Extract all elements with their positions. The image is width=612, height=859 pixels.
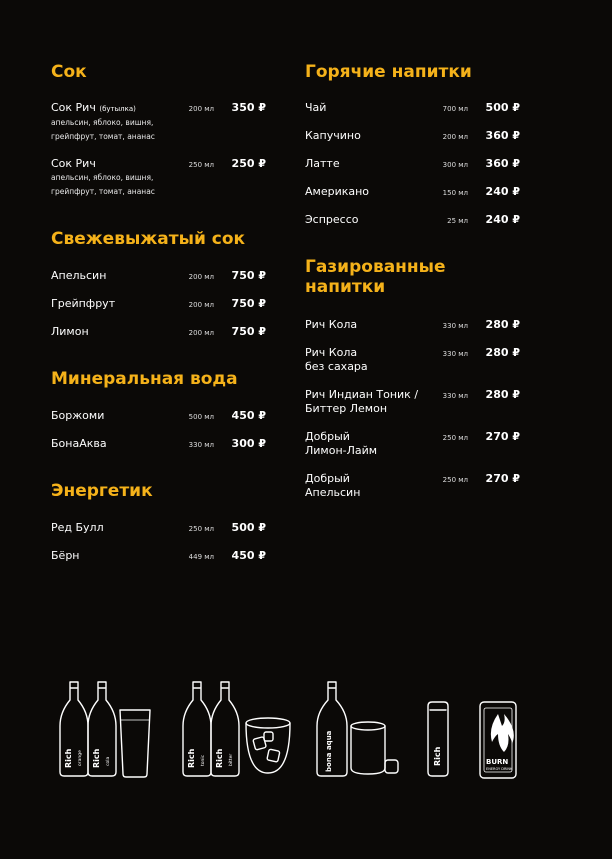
item-price: 750 ₽ (231, 297, 266, 310)
menu-item (305, 101, 520, 115)
menu-item (305, 129, 520, 143)
item-volume: 200 мл (188, 301, 214, 309)
item-desc: апельсин, яблоко, вишня, (51, 118, 154, 127)
item-name: Бёрн (51, 549, 80, 562)
menu-item (51, 549, 266, 563)
item-price: 350 ₽ (231, 101, 266, 114)
item-price: 450 ₽ (231, 409, 266, 422)
item-volume: 250 мл (442, 434, 468, 442)
section-mineral-water (51, 369, 266, 389)
drinks-illustration (0, 660, 612, 790)
item-name: Апельсин (51, 269, 107, 282)
menu-item (51, 325, 266, 339)
item-price: 240 ₽ (485, 213, 520, 226)
menu-item (51, 297, 266, 311)
menu-item (51, 521, 266, 535)
item-volume: 330 мл (442, 392, 468, 400)
item-name: Эспрессо (305, 213, 359, 226)
item-desc: апельсин, яблоко, вишня, (51, 173, 154, 182)
item-name: без сахара (305, 360, 368, 373)
item-volume: 449 мл (188, 553, 214, 561)
bottle-sublabel: bitter (229, 753, 234, 766)
section-title-fresh-juice: Свежевыжатый сок (51, 229, 246, 249)
item-name: Рич Кола (305, 346, 358, 359)
menu-item (51, 409, 266, 423)
section-title-soda-line2: напитки (305, 277, 386, 297)
section-title-juice: Сок (51, 62, 87, 82)
item-name: Сок Рич (51, 101, 96, 114)
item-price: 280 ₽ (485, 346, 520, 359)
menu-item (51, 101, 266, 144)
item-name: Сок Рич (51, 157, 96, 170)
item-price: 250 ₽ (231, 157, 266, 170)
bottle-label: Rich (215, 748, 224, 768)
bottle-label: Rich (187, 748, 196, 768)
ice-cube-icon (385, 760, 398, 773)
item-note: (бутылка) (99, 105, 136, 113)
bottle-sublabel: tonic (201, 754, 206, 766)
item-name: Рич Индиан Тоник / (305, 388, 419, 401)
item-name: Лимон (51, 325, 89, 338)
item-price: 360 ₽ (485, 157, 520, 170)
glass-icon (351, 722, 385, 774)
flame-icon (491, 714, 514, 752)
item-volume: 250 мл (188, 161, 214, 169)
item-volume: 150 мл (442, 189, 468, 197)
menu-item (305, 472, 520, 500)
item-name: Лимон-Лайм (305, 444, 378, 457)
bottle-label: Rich (64, 748, 73, 768)
item-name: Латте (305, 157, 340, 170)
section-title-mineral-water: Минеральная вода (51, 369, 238, 389)
item-name: Добрый (305, 472, 350, 485)
menu-item (51, 437, 266, 451)
item-volume: 500 мл (188, 413, 214, 421)
bottle-label: bona aqua (325, 730, 333, 772)
section-soda (305, 257, 520, 297)
bottle-sublabel: orange (78, 750, 83, 766)
item-volume: 330 мл (442, 350, 468, 358)
item-price: 300 ₽ (231, 437, 266, 450)
item-price: 270 ₽ (485, 472, 520, 485)
item-volume: 200 мл (188, 105, 214, 113)
item-price: 750 ₽ (231, 325, 266, 338)
item-volume: 250 мл (188, 525, 214, 533)
can-sublabel: ENERGY DRINK (486, 767, 513, 771)
item-price: 360 ₽ (485, 129, 520, 142)
menu-item (51, 157, 266, 199)
item-name: Грейпфрут (51, 297, 116, 310)
item-name: Ред Булл (51, 521, 104, 534)
item-volume: 25 мл (447, 217, 468, 225)
section-title-soda-line1: Газированные (305, 257, 446, 277)
item-price: 750 ₽ (231, 269, 266, 282)
item-volume: 700 мл (442, 105, 468, 113)
item-name: Капучино (305, 129, 361, 142)
item-name: Апельсин (305, 486, 361, 499)
item-name: БонаАква (51, 437, 107, 450)
section-juice (51, 62, 266, 82)
menu-item (305, 388, 520, 416)
menu-item (305, 185, 520, 199)
item-name: Боржоми (51, 409, 105, 422)
item-volume: 200 мл (188, 329, 214, 337)
glass-with-ice-icon (246, 718, 290, 773)
can-label: BURN (486, 758, 509, 766)
item-price: 500 ₽ (485, 101, 520, 114)
item-desc: грейпфрут, томат, ананас (51, 132, 155, 141)
menu-item (305, 430, 520, 458)
item-name: Рич Кола (305, 318, 358, 331)
menu-item (305, 346, 520, 374)
item-price: 280 ₽ (485, 388, 520, 401)
item-volume: 330 мл (442, 322, 468, 330)
menu-item (51, 269, 266, 283)
bottle-sublabel: cola (106, 756, 111, 766)
section-title-energy: Энергетик (51, 481, 153, 501)
item-volume: 250 мл (442, 476, 468, 484)
section-energy (51, 481, 266, 501)
menu-item (305, 213, 520, 227)
item-volume: 300 мл (442, 161, 468, 169)
item-name: Биттер Лемон (305, 402, 388, 415)
menu-item (305, 157, 520, 171)
item-volume: 200 мл (442, 133, 468, 141)
section-fresh-juice (51, 229, 266, 249)
section-hot-drinks (305, 62, 520, 82)
item-price: 240 ₽ (485, 185, 520, 198)
item-name: Добрый (305, 430, 350, 443)
item-desc: грейпфрут, томат, ананас (51, 187, 155, 196)
item-price: 450 ₽ (231, 549, 266, 562)
item-price: 500 ₽ (231, 521, 266, 534)
item-volume: 200 мл (188, 273, 214, 281)
bottle-label: Rich (92, 748, 101, 768)
item-name: Чай (305, 101, 327, 114)
item-price: 270 ₽ (485, 430, 520, 443)
can-label: Rich (433, 746, 442, 766)
menu-item (305, 318, 520, 332)
section-title-hot-drinks: Горячие напитки (305, 62, 472, 82)
item-name: Американо (305, 185, 370, 198)
item-price: 280 ₽ (485, 318, 520, 331)
item-volume: 330 мл (188, 441, 214, 449)
